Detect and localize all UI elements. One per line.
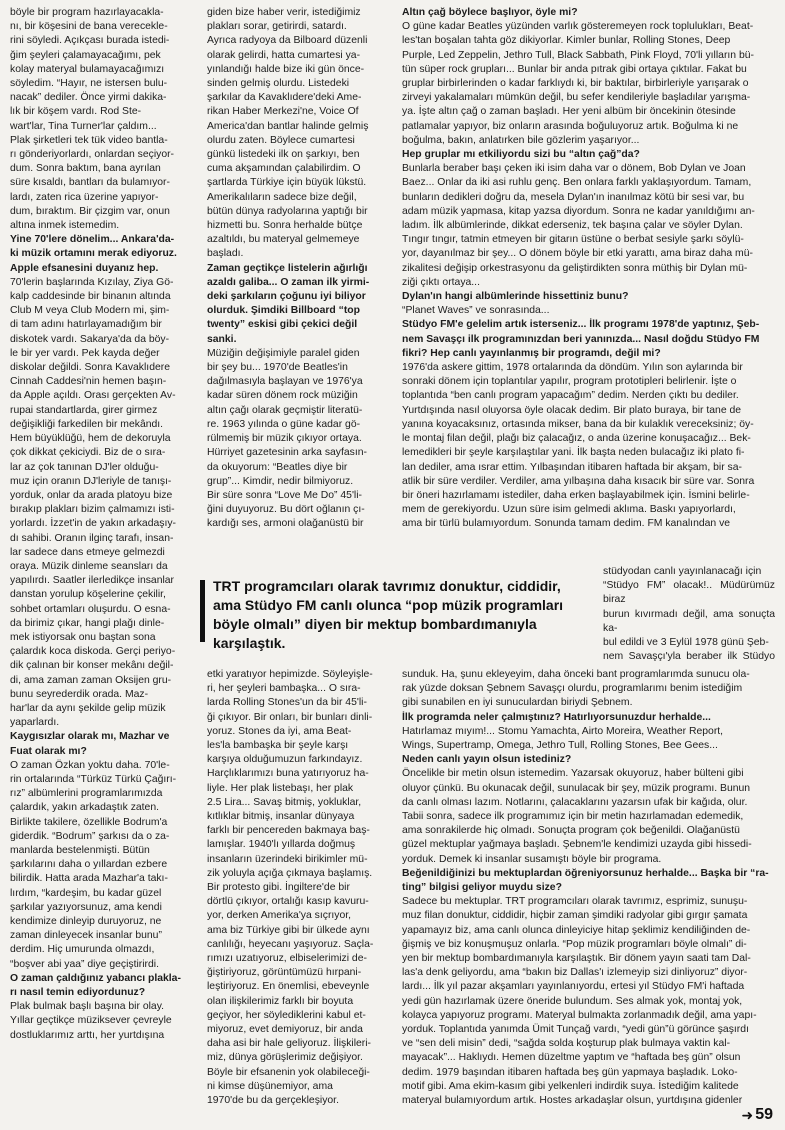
column-2: [207, 6, 390, 574]
answer-paragraph: Plak bulmak başlı başına bir olay. Yıllar geçtikçe müziksever çevreyle dostluklarımız arttı, her yurtdışına: [10, 1001, 172, 1041]
question-paragraph: Beğenildiğinizi bu mektuplardan öğreniyorsunuz herhalde... Başka bir “ra- ting” bilgisi geliyor muydu size?: [402, 867, 769, 894]
answer-paragraph: Öncelikle bir metin olsun istemedim. Yazarsak okuyoruz, haber bülteni gibi oluyor çünkü. Bu okunacak değil, sunulacak bir şey, müzik programı. Bunun da canlı olması lazım. Notlarını, çalacaklarını yazarsın ufak bir kağıda, olur. Tabii sonra, sadece ilk programımız için bir metin hazırlamadan edemedik, ama sonrakilerde hiç olmadı. Sonuçta program çok beğenildi. Olağanüstü güzel mektuplar yağmaya başladı. Şebnem'le kendimizi uzayda gibi hissedi- yorduk. Demek ki insanlar susamıştı böyle bir programa.: [402, 768, 752, 865]
question-paragraph: Dylan'ın hangi albümlerinde hissettiniz bunu?: [402, 291, 629, 303]
column-4: [603, 565, 775, 661]
pull-quote: TRT programcıları olarak tavrımız donuktur, ciddidir, ama Stüdyo FM canlı olunca “pop müzik programları böyle olmalı” diyen bir mektup bombardımanıyla karşılaştık.: [213, 578, 564, 651]
answer-paragraph: O zaman Özkan yoktu daha. 70'le- rin ortalarında “Türküz Türkü Çağırı- rız” albümlerini programlarımızda çalardık, yakın arkadaştık zaten. Birlikte takilere, özellikle Bodrum'a giderdik. “Bodrum” şarkısı da o za- manlarda bestelenmişti. Bütün şarkılarını daha o yıllardan ezbere bilirdik. Hatta arada Mazhar'a takı- lırdım, “kardeşim, bu kadar güzel şarkılar yazıyorsunuz, ama kendi kendimize dinleyip duruyoruz, ne zaman dinleyecek insanlar bunu” derdim. Hiç umurunda olmazdı, “boşver abi yaa” diye geçiştirirdi.: [10, 759, 177, 970]
question-paragraph: Altın çağ böylece başlıyor, öyle mi?: [402, 7, 578, 18]
question-paragraph: Hep gruplar mı etkiliyordu sizi bu “altın çağ”da?: [402, 149, 640, 161]
answer-paragraph: stüdyodan canlı yayınlanacağı için “Stüdyo FM” olacak!.. Müdürümüz biraz burun kıvırmadı değil, ama sonuçta ka- bul edildi ve 3 Eylül 1978 günü Şeb- nem Savaşçı'yla beraber ilk Stüdyo: [603, 566, 775, 661]
question-paragraph: Yine 70'lere dönelim... Ankara'da- ki müzik ortamını merak ediyoruz. Apple efsanesini duyanız hep.: [10, 234, 177, 274]
page-number: 59: [755, 1106, 773, 1123]
answer-paragraph: 1976'da askere gittim, 1978 ortalarında da döndüm. Yılın son aylarında bir sonraki dönem için toplantılar yapılır, program prototipleri belirlenir. İşte o toplantıda “ben canlı program yapacağım” dedim. Nerden çıktı bu dediler. Yurtdışında nasıl oluyorsa öyle olacak dedim. Bir plato buraya, bir tane de yanına koyacaksınız, ortasında mikser, bana da bir kulaklık vereceksiniz; öy- le montaj filan değil, plağı biz çalacağız, o anda üzerine konuşacağız... Bek- lemedikleri bir şeyle karşılaştılar yani. İlk başta neden bulacağız iki plato fi- lan dediler, ama ısrar ettim. Yılbaşından itibaren haftada bir akşam, bir sa- atlik bir süre verdiler. Verdiler, ama yılbaşına daha kısacık bir süre var. Sonra bir öneri hazırlamamı istediler, daha erken başlayabilmek için. İsmini belirle- mem de gerekiyordu. Uzun süre isim gelmedi aklıma. Baskı yapıyorlardı, ama bir türlü bulamıyordum. Sonunda tamam dedim. FM kanalından ve: [402, 362, 755, 530]
arrow-right-icon: ➜: [741, 1106, 754, 1123]
answer-paragraph: Hatırlamaz mıyım!... Stomu Yamachta, Airto Moreira, Weather Report, Wings, Supertramp, Omega, Jethro Tull, Rolling Stones, Bee Gees...: [402, 725, 724, 752]
answer-paragraph: Müziğin değişimiyle paralel giden bir şey bu... 1970'de Beatles'in dağılmasıyla başlayan ve 1976'ya kadar süren dönem rock müziğin altın çağı olarak geçmiştir literatü- re. 1963 yılında o güne kadar gö- rülmemiş bir müzik çıkıyor ortaya. Hürriyet gazetesinin arka sayfasın- da okuyorum: “Beatles diye bir grup”... Kimdir, nedir bilmiyoruz. Bir süre sonra “Love Me Do” 45'li- ğini duyuyoruz. Bu dört oğlanın çı- kardığı ses, armoni olağanüstü bir: [207, 347, 367, 530]
answer-paragraph: böyle bir program hazırlayacakla- nı, bir köşesini de bana verecekle- rini söyledi. Açıkçası burada istedi- ğim şeyleri çalamayacağımı, pek kolay materyal bulamayacağımızı söyledim. “Hayır, ne istersen bulu- nacak” dediler. Önce yirmi dakika- lık bir köşem vardı. Rod Ste- wart'lar, Tina Turner'lar çaldım... Plak şirketleri tek tük video bantla- rı gönderiyorlardı, onlardan seçiyor- dum. Sonra baktım, bana ayrılan süre kısaldı, bantları da bulamıyor- lardı, zaten rica üzerine yapıyor- dum, bıraktım. Bir çizgim var, onun altına inmek istemedim.: [10, 7, 175, 232]
answer-paragraph: Bunlarla beraber başı çeken iki isim daha var o dönem, Bob Dylan ve Joan Baez... Onlar da iki asi ruhlu genç. Ben onlara farklı yaklaşıyordum. Tamam, bunların dedikleri doğru da, mesela Dylan'ın inanılmaz kötü bir sesi var, bu adam müzik yapmasa, kitap yazsa diyordum. Sonra ne kadar yanıldığımı an- ladım. İlk albümlerinde, dikkat ederseniz, tek başına çalar ve söyler Dylan. Tıngır tıngır, tatmin etmeyen bir gitarın üstüne o berbat sesiyle şarkı söylü- yor, dayanılmaz bir şey... O dönem böyle bir etki yarattı, ama biraz daha mü- zikalitesi değişip orkestrasyonu da geliştirdikten sonra müthiş bir Dylan mü- ziği çıktı ortaya...: [402, 163, 755, 288]
question-paragraph: Neden canlı yayın olsun istediniz?: [402, 754, 572, 766]
question-paragraph: Zaman geçtikçe listelerin ağırlığı azaldı galiba... O zaman ilk yirmi- deki şarkıların çoğunu iyi biliyor olurduk. Şimdiki Billboard “top twenty” eskisi gibi çekici değil sanki.: [207, 262, 370, 345]
question-paragraph: Stüdyo FM'e gelelim artık isterseniz... İlk programı 1978'de yaptınız, Şeb- nem Savaşçı ilk programınızdan beri yanınızda... Nasıl doğdu Stüdyo FM fikri? Hep canlı yayınlanmış bir programdı, değil mi?: [402, 319, 760, 359]
answer-paragraph: O güne kadar Beatles yüzünden varlık gösteremeyen rock toplulukları, Beat- les'tan boşalan tahta göz dikiyorlar. Kimler bunlar, Rolling Stones, Deep Purple, Led Zeppelin, Jethro Tull, Black Sabbath, Pink Floyd, 70'li yılların bü- tün süper rock grupları... Bunlar bir anda pıtrak gibi ortaya çıktılar. Fakat bu gruplar birbirlerinden o kadar farklıydı ki, bir baktılar, birbirleriyle yarışarak o zirveyi yakalamaları mümkün değil, bu sefer kendileriyle başladılar yarışma- ya. İşte altın çağ o zaman başladı. Her yeni albüm bir öncekinin ötesinde patlamalar yapıyor, biz onların arasında boğuluyoruz artık. Boğulma ki ne boğulma, bakın, anlatırken bile gözlerim yaşarıyor...: [402, 21, 754, 146]
answer-paragraph: 70'lerin başlarında Kızılay, Ziya Gö- kalp caddesinde bir binanın altında Club M veya Club Modern mi, şim- di tam adını hatırlayamadığım bir diskotek vardı. Sakarya'da da böy- le bir yer vardı. Pek kayda değer diskolar değildi. Sonra Kavaklıdere Cinnah Caddesi'nin hemen başın- da Apple açıldı. Orası gerçekten Av- rupai standartlarda, girer girmez değişikliği farkedilen bir mekândı. Hem büyüklüğü, hem de dekoruyla çok dikkat çekiciydi. Biz de o sıra- lar az çok tanınan DJ'ler olduğu- muz için oranın DJ'leriyle de tanışı- yorduk, onlar da arada platoyu bize bırakıp plakları bizim çalmamızı isti- yorlardı. İzzet'in de yakın arkadaşıy- dı sahibi. Oranın ilginç tarafı, insan- lar sadece dans etmeye gelmezdi oraya. Müzik dinleme seansları da yapılırdı. Saatler ilerledikçe insanlar danstan yorulup köşelerine çekilir, sohbet ortamları oluşurdu. O esna- da birimiz çıkar, hangi plağı dinle- mek istiyorsak onu baştan sona çalardık koca diskoda. Gerçi periyo- dik çalınan bir konser mekânı değil- di, ama zaman zaman Oksijen gru- bunu seyrederdik orada. Maz- har'lar da aynı şekilde gelip müzik yaparlardı.: [10, 276, 176, 729]
answer-paragraph: etki yaratıyor hepimizde. Söyleyişle- ri, her şeyleri bambaşka... O sıra- larda Rolling Stones'un da bir 45'li- ği çıkıyor. Bir onları, bir bunları dinli- yoruz. Stones da iyi, ama Beat- les'la bambaşka bir şeyle karşı karşıya olduğumuzun farkındayız. Harçlıklarımızı buna yatırıyoruz ha- liyle. Her plak listebaşı, her plak 2.5 Lira... Savaş bitmiş, yokluklar, kıtlıklar bitmiş, insanlar dünyaya farklı bir pencereden bakmaya baş- lamışlar. 1940'lı yıllarda doğmuş insanların üzerindeki birikimler mü- zik yoluyla açığa çıkmaya başlamış. Bir protesto gibi. İngiltere'de bir dörtlü çıkıyor, ortalığı kasıp kavuru- yor, derken Amerika'ya sıçrıyor, ama biz Türkiye gibi bir ülkede aynı canlılığı, heyecanı yaşıyoruz. Saçla- rımızı uzatıyoruz, elbiselerimizi de- ğiştiriyoruz, görüntümüzü hırpani- leştiriyoruz. En önemlisi, ebeveynle olan ilişkilerimiz farklı bir boyuta geçiyor, her söylediklerini kabul et- miyoruz, evet demiyoruz, bir anda daha asi bir hale geliyoruz. İlişkileri- miz, dünya görüşlerimiz değişiyor. Böyle bir efsanenin yok olabileceği- ni kimse düşünemiyor, ama 1970'de bu da gerçekleşiyor.: [207, 669, 374, 1107]
column-6: [402, 668, 774, 1110]
column-3: [402, 6, 774, 564]
answer-paragraph: “Planet Waves” ve sonrasında...: [402, 305, 550, 317]
column-5: [207, 668, 390, 1123]
column-1: [10, 6, 193, 1121]
answer-paragraph: sunduk. Ha, şunu ekleyeyim, daha önceki bant programlarımda sunucu ola- rak yüzde doksan Şebnem Savaşçı olurdu, programlarımı benim istediğim gibi sunabilen en iyi sunuculardan biriydi Şebnem.: [402, 669, 750, 709]
question-paragraph: İlk programda neler çalmıştınız? Hatırlıyorsunuzdur herhalde...: [402, 711, 711, 723]
page-folio: [741, 1106, 773, 1124]
pull-quote-box: [200, 574, 590, 654]
answer-paragraph: Sadece bu mektuplar. TRT programcıları olarak tavrımız, esprimiz, sunuşu- muz filan donuktur, ciddidir, hiçbir zaman şimdiki radyolar gibi gırgır şamata yapamayız biz, ama canlı olunca dinleyiciye hitap şeklimiz kendiliğinden de- ğişmiş ve biz konuşmuşuz onlarla. “Pop müzik programları böyle olmalı” di- yen bir mektup bombardımanıyla karşılaştık. Bir dönem yayın saati tam Dal- las'a denk geliyordu, ama “bakın biz Dallas'ı izlemeyip sizi dinliyoruz” diyor- lardı... İlk yıl pazar akşamları yayınlanıyordu, ertesi yıl Stüdyo FM'i haftada yedi gün hazırlamak üzere öneride bulundum. Ses almak yok, montaj yok, kolayca yapıyoruz programı. Materyal bulmakta zorlanmadık değil, ama yapı- yorduk. Toplantıda yanımda Ümit Tunçağ vardı, “yedi gün”ü görünce şaşırdı ve “sen deli misin” dedi, “sağda solda koşturup plak bulmaya vaktin kal- mayacak”... Haklıydı. Hemen düzeltme yaptım ve “haftada beş gün” olsun dedim. 1979 başından itibaren haftada beş gün yapmaya başladık. Loko- motif gibi. Ama ekim-kasım gibi yelkenleri indirdik suya. İstediğim kalitede materyal bulamıyordum artık. Hostes arkadaşlar olsun, yurtdışına gidenler: [402, 896, 757, 1107]
pull-quote-bar: [200, 580, 205, 642]
answer-paragraph: giden bize haber verir, istediğimiz plakları sorar, getirirdi, satardı. Ayrıca radyoya da Bilboard düzenli olarak gelirdi, hatta cumartesi ya- yınlandığı halde bize iki gün önce- sinden gelmiş olurdu. Listedeki şarkılar da Kavaklıdere'deki Ame- rikan Haber Merkezi'ne, Voice Of America'dan bantlar halinde gelmiş olurdu zaten. Böylece cumartesi günkü listedeki ilk on şarkıyı, ben cuma akşamından çalabilirdim. O şartlarda Türkiye için büyük lükstü. Amerikalıların sadece bize değil, bütün dünya radyolarına yaptığı bir hizmetti bu. Sonra herhalde bütçe azaltıldı, bu materyal gelmemeye başladı.: [207, 7, 369, 260]
question-paragraph: O zaman çaldığınız yabancı plakla- rı nasıl temin ediyordunuz?: [10, 972, 181, 999]
question-paragraph: Kaygısızlar olarak mı, Mazhar ve Fuat olarak mı?: [10, 731, 170, 757]
